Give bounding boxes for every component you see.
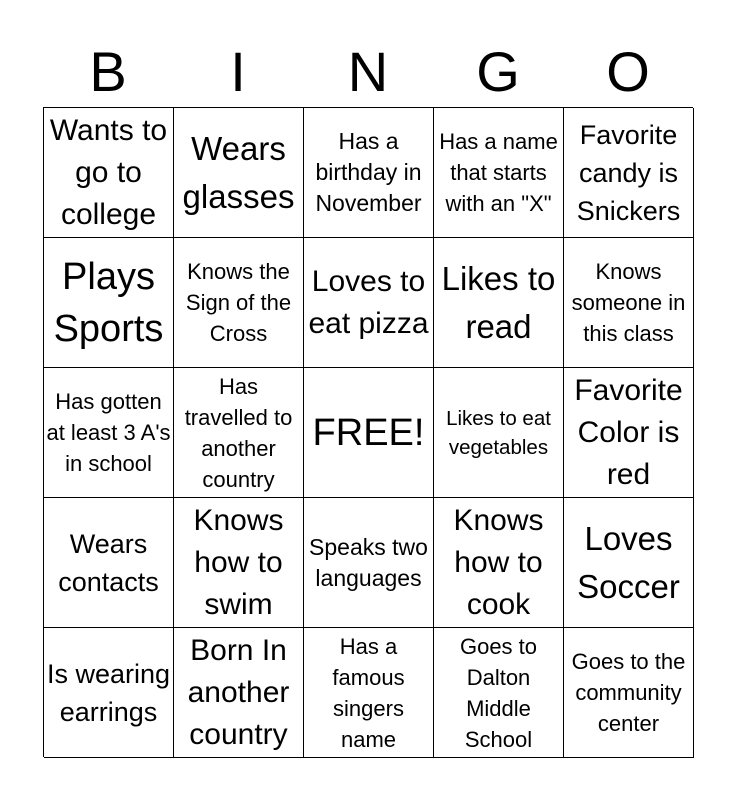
cell-text: Likes to eat vegetables [446, 406, 551, 459]
bingo-cell[interactable] [564, 238, 694, 368]
bingo-cell[interactable] [44, 628, 174, 758]
cell-text: Is wearing earrings [46, 658, 171, 727]
header-letter-b: B [89, 40, 127, 103]
cell-text: Has a birthday in November [315, 128, 422, 216]
bingo-cell[interactable] [174, 498, 304, 628]
bingo-cell[interactable] [434, 498, 564, 628]
cell-text: Wants to go to college [49, 113, 168, 231]
bingo-cell[interactable] [44, 108, 174, 238]
header-letter-g: G [476, 40, 520, 103]
bingo-cell[interactable] [174, 368, 304, 498]
bingo-cell[interactable] [304, 628, 434, 758]
header-letter-n: N [347, 40, 389, 103]
bingo-header [43, 40, 693, 104]
cell-text: Wears glasses [182, 129, 295, 215]
bingo-cell[interactable] [564, 628, 694, 758]
bingo-cell[interactable] [434, 108, 564, 238]
bingo-cell[interactable] [174, 108, 304, 238]
cell-text: Knows how to swim [193, 503, 284, 621]
bingo-cell[interactable] [44, 238, 174, 368]
cell-text: Has travelled to another country [184, 373, 293, 492]
bingo-cell[interactable] [44, 368, 174, 498]
cell-text: Goes to the community center [571, 649, 686, 736]
bingo-cell[interactable] [564, 498, 694, 628]
bingo-cell[interactable] [174, 628, 304, 758]
bingo-cell[interactable] [304, 108, 434, 238]
cell-text: Loves Soccer [577, 519, 680, 605]
free-space-text: FREE! [312, 411, 425, 454]
bingo-cell[interactable] [564, 108, 694, 238]
header-letter-i: I [230, 40, 246, 103]
cell-text: Favorite candy is Snickers [576, 119, 681, 226]
cell-text: Speaks two languages [309, 533, 428, 591]
cell-text: Knows how to cook [453, 503, 544, 621]
bingo-cell[interactable] [564, 368, 694, 498]
bingo-cell[interactable] [304, 238, 434, 368]
bingo-cell[interactable] [44, 498, 174, 628]
cell-text: Plays Sports [53, 255, 164, 350]
cell-text: Goes to Dalton Middle School [459, 633, 538, 752]
bingo-cell[interactable] [174, 238, 304, 368]
bingo-cell[interactable] [434, 628, 564, 758]
bingo-cell[interactable] [434, 368, 564, 498]
bingo-free-cell[interactable] [304, 368, 434, 498]
cell-text: Favorite Color is red [574, 373, 683, 491]
cell-text: Has a name that starts with an "X" [439, 129, 558, 216]
bingo-card-grid [43, 107, 693, 757]
bingo-cell[interactable] [304, 498, 434, 628]
cell-text: Has a famous singers name [332, 633, 405, 752]
cell-text: Loves to eat pizza [308, 264, 429, 340]
cell-text: Knows the Sign of the Cross [185, 259, 292, 346]
cell-text: Knows someone in this class [571, 259, 686, 346]
bingo-cell[interactable] [434, 238, 564, 368]
cell-text: Born In another country [187, 633, 290, 751]
cell-text: Has gotten at least 3 A's in school [46, 389, 171, 476]
cell-text: Wears contacts [58, 528, 159, 597]
cell-text: Likes to read [441, 259, 556, 345]
header-letter-o: O [606, 40, 650, 103]
